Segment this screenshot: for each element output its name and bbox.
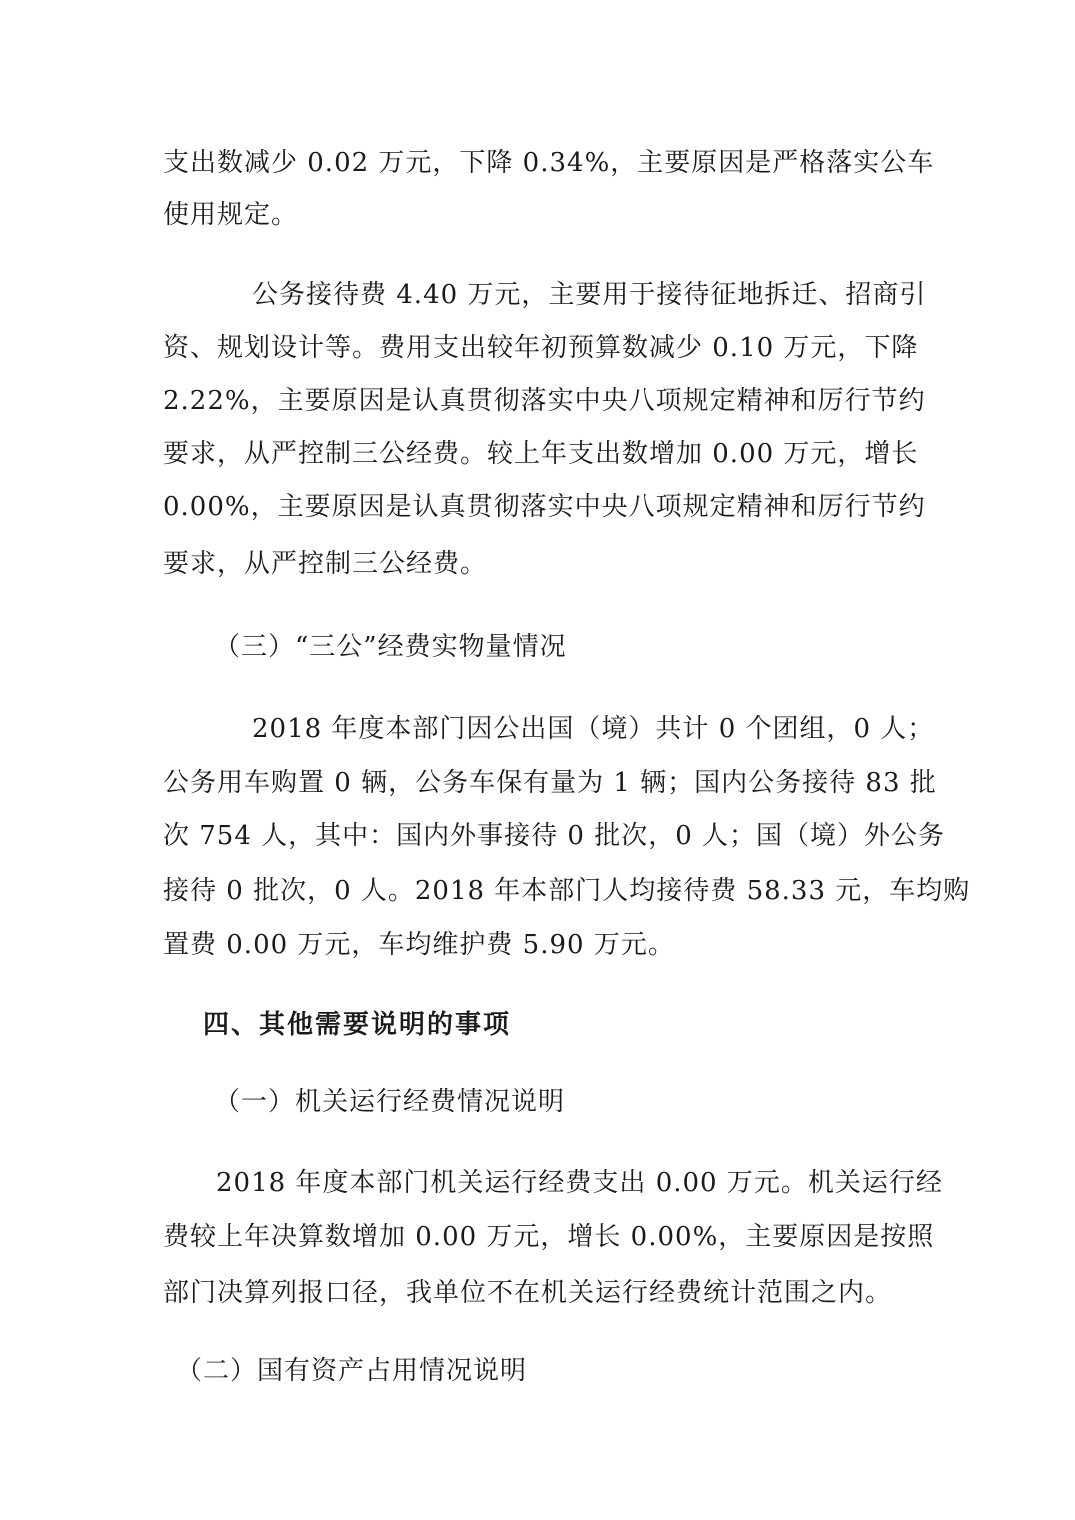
chapter-heading: 四、其他需要说明的事项 — [203, 1010, 512, 1040]
paragraph-line: 支出数减少 0.02 万元，下降 0.34%，主要原因是严格落实公车 — [163, 148, 935, 178]
paragraph-line: 使用规定。 — [163, 200, 299, 230]
paragraph-line: 次 754 人，其中：国内外事接待 0 批次，0 人；国（境）外公务 — [163, 821, 946, 851]
paragraph-line: 要求，从严控制三公经费。较上年支出数增加 0.00 万元，增长 — [163, 439, 919, 469]
paragraph-line: 费较上年决算数增加 0.00 万元，增长 0.00%，主要原因是按照 — [163, 1222, 935, 1252]
paragraph-line: 要求，从严控制三公经费。 — [163, 549, 488, 579]
paragraph-line: 2.22%，主要原因是认真贯彻落实中央八项规定精神和厉行节约 — [163, 386, 926, 416]
section-heading: （一）机关运行经费情况说明 — [214, 1087, 566, 1117]
paragraph-line: 2018 年度本部门机关运行经费支出 0.00 万元。机关运行经 — [216, 1168, 943, 1198]
paragraph-line: 0.00%，主要原因是认真贯彻落实中央八项规定精神和厉行节约 — [163, 492, 926, 522]
paragraph-line: 公务用车购置 0 辆，公务车保有量为 1 辆；国内公务接待 83 批 — [163, 768, 937, 798]
paragraph-line: 2018 年度本部门因公出国（境）共计 0 个团组，0 人； — [252, 714, 935, 744]
paragraph-line: 部门决算列报口径，我单位不在机关运行经费统计范围之内。 — [163, 1278, 893, 1308]
paragraph-line: 置费 0.00 万元，车均维护费 5.90 万元。 — [163, 930, 675, 960]
section-heading: （二）国有资产占用情况说明 — [176, 1356, 528, 1386]
paragraph-line: 公务接待费 4.40 万元，主要用于接待征地拆迁、招商引 — [252, 280, 927, 310]
section-heading: （三）“三公”经费实物量情况 — [214, 632, 567, 662]
paragraph-line: 接待 0 批次，0 人。2018 年本部门人均接待费 58.33 元，车均购 — [163, 876, 971, 906]
paragraph-line: 资、规划设计等。费用支出较年初预算数减少 0.10 万元，下降 — [163, 333, 919, 363]
